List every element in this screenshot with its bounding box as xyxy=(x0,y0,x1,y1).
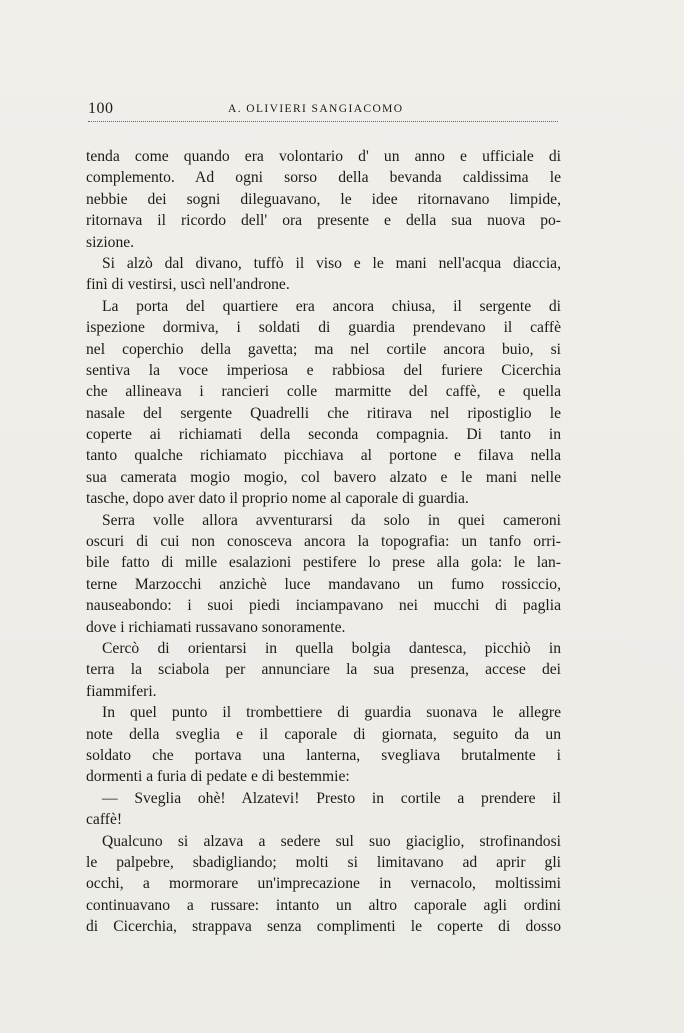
text-line: complemento. Ad ogni sorso della bevanda caldissima le xyxy=(86,169,561,187)
text-line: ritornava il ricordo dell' ora presente e della sua nuova po- xyxy=(86,212,561,230)
text-line: che allineava i rancieri colle marmitte del caffè, e quella xyxy=(86,383,561,401)
text-line: In quel punto il trombettiere di guardia suonava le allegre xyxy=(102,704,561,722)
text-line: tasche, dopo aver dato il proprio nome al caporale di guardia. xyxy=(86,490,469,508)
text-line: ispezione dormiva, i soldati di guardia prendevano il caffè xyxy=(86,319,561,337)
text-line: nauseabondo: i suoi piedi inciampavano nei mucchi di paglia xyxy=(86,597,561,615)
text-line: nel coperchio della gavetta; ma nel cortile ancora buio, si xyxy=(86,340,561,358)
text-line: di Cicerchia, strappava senza complimenti le coperte di dosso xyxy=(86,918,561,936)
text-line: note della sveglia e il caporale di giornata, seguito da un xyxy=(86,725,561,743)
text-line: Serra volle allora avventurarsi da solo in quei cameroni xyxy=(102,511,561,529)
page-number: 100 xyxy=(88,100,114,117)
text-line: sentiva la voce imperiosa e rabbiosa del furiere Cicerchia xyxy=(86,361,561,379)
text-line: dove i richiamati russavano sonoramente. xyxy=(86,618,346,636)
text-line: nasale del sergente Quadrelli che ritirava nel ripostiglio le xyxy=(86,404,561,422)
text-line: continuavano a russare: intanto un altro caporale agli ordini xyxy=(86,896,561,914)
header-rule xyxy=(88,121,558,122)
text-line: occhi, a mormorare un'imprecazione in vernacolo, moltissimi xyxy=(86,875,561,893)
text-line: — Sveglia ohè! Alzatevi! Presto in cortile a prendere il xyxy=(102,789,561,807)
running-head: A. OLIVIERI SANGIACOMO xyxy=(228,103,404,115)
text-line: sua camerata mogio mogio, col bavero alzato e le mani nelle xyxy=(86,468,561,486)
text-line: coperte ai richiamati della seconda compagnia. Di tanto in xyxy=(86,426,561,444)
text-line: fiammiferi. xyxy=(86,682,157,700)
text-line: finì di vestirsi, uscì nell'androne. xyxy=(86,276,290,294)
text-line: Si alzò dal divano, tuffò il viso e le mani nell'acqua diaccia, xyxy=(102,254,561,272)
text-line: La porta del quartiere era ancora chiusa, il sergente di xyxy=(102,297,561,315)
page-header xyxy=(88,100,558,120)
text-line: sizione. xyxy=(86,233,135,251)
text-line: dormenti a furia di pedate e di bestemmie: xyxy=(86,768,350,786)
text-line: terne Marzocchi anzichè luce mandavano un fumo rossiccio, xyxy=(86,575,561,593)
text-line: tanto qualche richiamato picchiava al portone e filava nella xyxy=(86,447,561,465)
text-line: terra la sciabola per annunciare la sua presenza, accese dei xyxy=(86,661,561,679)
text-line: soldato che portava una lanterna, svegliava brutalmente i xyxy=(86,746,561,764)
text-line: caffè! xyxy=(86,811,123,829)
text-line: tenda come quando era volontario d' un anno e ufficiale di xyxy=(86,148,561,165)
text-line: nebbie dei sogni dileguavano, le idee ritornavano limpide, xyxy=(86,190,561,208)
text-line: Qualcuno si alzava a sedere sul suo giaciglio, strofinandosi xyxy=(102,832,561,850)
text-line: Cercò di orientarsi in quella bolgia dantesca, picchiò in xyxy=(102,639,561,657)
text-line: bile fatto di mille esalazioni pestifere lo prese alla gola: le lan- xyxy=(86,554,561,572)
text-line: oscuri di cui non conosceva ancora la topografia: un tanfo orri- xyxy=(86,533,561,551)
body-text xyxy=(86,146,561,937)
text-line: le palpebre, sbadigliando; molti si limitavano ad aprir gli xyxy=(86,853,561,871)
